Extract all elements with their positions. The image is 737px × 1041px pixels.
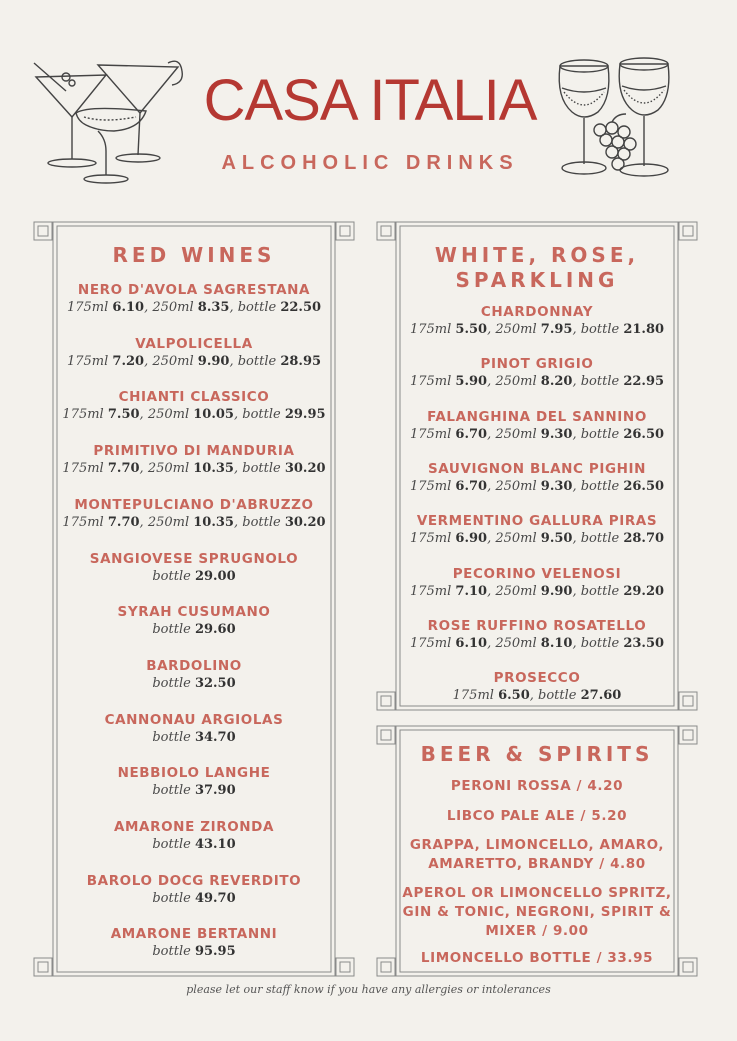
price-value: 30.20 <box>284 514 326 530</box>
red-wine-item <box>33 818 355 854</box>
red-wine-item-name: SYRAH CUSUMANO <box>117 604 271 621</box>
price-value: 6.50 <box>498 688 530 704</box>
price-size-label: 250ml <box>495 322 537 337</box>
price-value: 95.95 <box>194 944 236 960</box>
red-wine-item-name: NEBBIOLO LANGHE <box>117 765 271 782</box>
price-value: 7.10 <box>455 583 488 599</box>
price-value: 9.50 <box>540 531 573 547</box>
price-size-label: 250ml <box>495 583 537 599</box>
white-wine-item-name: PROSECCO <box>493 670 581 687</box>
price-value: 29.20 <box>623 583 665 599</box>
price-size-label: bottle <box>580 322 620 337</box>
price-value: 28.70 <box>623 531 665 547</box>
price-size-label: bottle <box>538 688 577 704</box>
price-size-label: 175ml <box>409 374 452 390</box>
red-wine-item-name: BAROLO DOCG REVERDITO <box>86 872 302 889</box>
red-wine-item <box>33 496 355 532</box>
white-wines-title-line1: WHITE, ROSE, <box>434 243 640 267</box>
price-value: 9.90 <box>540 583 573 599</box>
price-value: 26.50 <box>623 478 665 494</box>
price-value: 8.20 <box>540 374 573 390</box>
white-wine-item-name: SAUVIGNON BLANC PIGHIN <box>427 460 647 477</box>
menu-subtitle: ALCOHOLIC DRINKS <box>221 152 519 174</box>
price-size-label: bottle <box>580 635 620 651</box>
price-value: 7.70 <box>107 461 140 477</box>
red-wine-item-prices: 175ml 7.70, 250ml 10.35, bottle 30.20 <box>62 461 326 477</box>
price-size-label: 175ml <box>66 353 109 369</box>
red-wine-item-name: AMARONE ZIRONDA <box>113 819 275 835</box>
red-wine-item-prices: 175ml 6.10, 250ml 8.35, bottle 22.50 <box>66 300 322 315</box>
price-size-label: bottle <box>580 478 620 494</box>
white-wines-title-line2: SPARKLING <box>455 268 619 292</box>
white-wine-item <box>376 303 698 339</box>
price-size-label: 175ml <box>62 461 104 477</box>
price-value: 22.95 <box>623 374 665 390</box>
beer-spirits-title: BEER & SPIRITS <box>420 742 654 766</box>
red-wine-item-prices: 175ml 7.50, 250ml 10.05, bottle 29.95 <box>62 407 326 423</box>
white-wine-item-name: VERMENTINO GALLURA PIRAS <box>416 513 658 530</box>
red-wine-item-name: VALPOLICELLA <box>135 335 253 352</box>
price-value: 23.50 <box>623 635 665 651</box>
red-wines-panel <box>33 218 355 980</box>
white-wine-item <box>376 460 698 496</box>
price-size-label: bottle <box>580 426 620 442</box>
white-wine-item <box>376 355 698 391</box>
red-wine-item-name: PRIMITIVO DI MANDURIA <box>93 443 295 460</box>
red-wine-item <box>33 657 355 693</box>
red-wines-title: RED WINES <box>112 243 276 267</box>
red-wine-item-name: AMARONE BERTANNI <box>110 926 278 943</box>
price-value: 34.70 <box>194 729 236 745</box>
price-value: 6.10 <box>455 635 488 651</box>
beer-spirits-item-line: GIN & TONIC, NEGRONI, SPIRIT & <box>402 904 672 920</box>
price-size-label: bottle <box>152 675 191 691</box>
price-size-label: 175ml <box>409 531 452 547</box>
price-size-label: bottle <box>237 300 277 315</box>
red-wine-item <box>33 335 355 371</box>
price-value: 7.20 <box>112 353 145 369</box>
red-wine-item-name: MONTEPULCIANO D'ABRUZZO <box>74 496 314 513</box>
red-wine-item <box>33 872 355 908</box>
red-wine-item <box>33 764 355 800</box>
red-wine-item-prices <box>33 782 355 800</box>
price-value: 9.90 <box>197 353 230 369</box>
beer-spirits-item-line: AMARETTO, BRANDY / 4.80 <box>428 856 646 872</box>
price-value: 6.70 <box>455 478 488 494</box>
price-size-label: 175ml <box>409 478 452 494</box>
red-wine-item <box>33 550 355 586</box>
price-value: 7.70 <box>107 514 140 530</box>
white-wine-item-prices: 175ml 6.90, 250ml 9.50, bottle 28.70 <box>409 531 665 547</box>
white-wine-item-prices: 175ml 6.70, 250ml 9.30, bottle 26.50 <box>409 478 665 494</box>
red-wine-item-prices <box>33 621 355 639</box>
beer-spirits-item-line: GRAPPA, LIMONCELLO, AMARO, <box>409 837 665 853</box>
price-value: 27.60 <box>580 688 622 704</box>
price-size-label: bottle <box>237 353 277 369</box>
red-wine-item-name: BARDOLINO <box>146 657 242 674</box>
price-value: 29.95 <box>284 407 326 423</box>
price-value: 49.70 <box>194 890 236 906</box>
price-size-label: bottle <box>152 568 191 584</box>
beer-spirits-item <box>376 949 698 968</box>
price-value: 7.95 <box>540 322 573 337</box>
price-size-label: bottle <box>152 622 191 638</box>
red-wine-item-prices <box>33 890 355 908</box>
white-wine-item-prices: 175ml 5.50, 250ml 7.95, bottle 21.80 <box>409 322 665 337</box>
price-value: 9.30 <box>540 478 573 494</box>
red-wine-item-prices <box>33 729 355 747</box>
price-size-label: bottle <box>242 514 281 530</box>
white-wine-item <box>376 617 698 653</box>
price-size-label: 175ml <box>409 635 452 651</box>
price-value: 8.35 <box>197 300 230 315</box>
price-size-label: 250ml <box>147 407 190 423</box>
price-value: 9.30 <box>540 426 573 442</box>
price-size-label: 250ml <box>147 514 190 530</box>
red-wine-item <box>33 442 355 478</box>
white-wine-item-prices: 175ml 6.50, bottle 27.60 <box>452 688 622 704</box>
beer-spirits-item <box>376 807 698 826</box>
price-value: 32.50 <box>194 675 236 691</box>
red-wine-item-prices <box>33 568 355 586</box>
cocktail-glasses-icon <box>28 55 188 194</box>
price-value: 5.50 <box>455 322 488 337</box>
price-size-label: bottle <box>152 944 191 960</box>
white-wine-item-name: CHARDONNAY <box>480 304 594 320</box>
price-value: 10.35 <box>193 514 234 530</box>
beer-spirits-item <box>376 884 698 941</box>
price-size-label: bottle <box>580 583 620 599</box>
price-size-label: bottle <box>152 783 191 799</box>
price-value: 6.90 <box>455 531 488 547</box>
red-wine-item-name: NERO D'AVOLA SAGRESTANA <box>77 282 311 298</box>
price-value: 10.05 <box>193 407 234 423</box>
beer-spirits-item-line: LIBCO PALE ALE / 5.20 <box>446 808 628 824</box>
price-value: 28.95 <box>280 353 322 369</box>
price-value: 29.60 <box>194 622 236 638</box>
white-wine-item <box>376 408 698 444</box>
red-wine-item <box>33 711 355 747</box>
price-value: 22.50 <box>280 300 322 315</box>
allergy-note: please let our staff know if you have any allergies or intolerances <box>186 983 551 996</box>
white-wine-item-prices: 175ml 6.10, 250ml 8.10, bottle 23.50 <box>409 635 665 651</box>
beer-spirits-item <box>376 836 698 874</box>
price-size-label: 250ml <box>152 300 194 315</box>
price-size-label: 175ml <box>66 300 109 315</box>
red-wine-item-name: CHIANTI CLASSICO <box>118 389 270 406</box>
white-wines-panel <box>376 218 698 714</box>
white-wine-item-prices: 175ml 7.10, 250ml 9.90, bottle 29.20 <box>409 583 665 599</box>
price-size-label: 175ml <box>452 688 494 704</box>
beer-spirits-item <box>376 777 698 796</box>
red-wine-item-name: SANGIOVESE SPRUGNOLO <box>89 550 299 567</box>
price-size-label: bottle <box>242 461 281 477</box>
white-wine-item <box>376 512 698 548</box>
menu-title: CASA ITALIA <box>203 68 537 133</box>
price-size-label: 250ml <box>147 461 190 477</box>
price-value: 5.90 <box>455 374 488 390</box>
beer-spirits-item-line: LIMONCELLO BOTTLE / 33.95 <box>420 950 654 966</box>
white-wine-item-name: FALANGHINA DEL SANNINO <box>427 408 647 425</box>
white-wine-item-prices: 175ml 6.70, 250ml 9.30, bottle 26.50 <box>409 426 665 442</box>
red-wine-item-name: CANNONAU ARGIOLAS <box>104 711 284 728</box>
white-wine-item-prices: 175ml 5.90, 250ml 8.20, bottle 22.95 <box>409 374 665 390</box>
white-wine-item <box>376 669 698 705</box>
price-value: 6.70 <box>455 426 488 442</box>
beer-spirits-item-line: PERONI ROSSA / 4.20 <box>450 778 624 794</box>
price-size-label: bottle <box>152 729 191 745</box>
price-size-label: bottle <box>580 531 620 547</box>
price-size-label: 250ml <box>495 374 537 390</box>
price-size-label: 250ml <box>152 353 194 369</box>
white-wine-item <box>376 565 698 601</box>
price-size-label: bottle <box>580 374 620 390</box>
price-value: 7.50 <box>107 407 140 423</box>
price-value: 10.35 <box>193 461 234 477</box>
price-value: 29.00 <box>194 568 236 584</box>
price-size-label: 175ml <box>409 583 452 599</box>
white-wine-item-name: ROSE RUFFINO ROSATELLO <box>427 617 647 634</box>
red-wine-item-prices: 175ml 7.70, 250ml 10.35, bottle 30.20 <box>62 514 326 530</box>
red-wine-item <box>33 603 355 639</box>
price-size-label: bottle <box>152 837 191 852</box>
red-wine-item-prices <box>33 943 355 961</box>
red-wine-item <box>33 388 355 424</box>
red-wine-item-prices <box>33 836 355 854</box>
price-value: 37.90 <box>194 783 236 799</box>
price-size-label: 175ml <box>409 322 452 337</box>
price-value: 21.80 <box>623 322 665 337</box>
price-value: 30.20 <box>284 461 326 477</box>
price-size-label: 175ml <box>62 407 104 423</box>
price-value: 6.10 <box>112 300 145 315</box>
red-wine-item-prices: 175ml 7.20, 250ml 9.90, bottle 28.95 <box>66 353 322 369</box>
beer-spirits-panel <box>376 722 698 980</box>
price-size-label: 250ml <box>495 531 537 547</box>
beer-spirits-item-line: APEROL OR LIMONCELLO SPRITZ, <box>402 885 672 901</box>
price-value: 43.10 <box>194 837 236 852</box>
price-size-label: 250ml <box>495 635 537 651</box>
price-size-label: 175ml <box>409 426 452 442</box>
red-wine-item <box>33 281 355 317</box>
red-wine-item-prices <box>33 675 355 693</box>
price-size-label: bottle <box>152 890 191 906</box>
price-size-label: bottle <box>242 407 281 423</box>
wine-glasses-grapes-icon <box>550 52 690 196</box>
red-wine-item <box>33 925 355 961</box>
white-wine-item-name: PECORINO VELENOSI <box>452 565 622 582</box>
price-size-label: 175ml <box>62 514 104 530</box>
price-size-label: 250ml <box>495 478 537 494</box>
beer-spirits-item-line: MIXER / 9.00 <box>485 923 589 939</box>
price-value: 8.10 <box>540 635 573 651</box>
price-value: 26.50 <box>623 426 665 442</box>
white-wine-item-name: PINOT GRIGIO <box>480 356 594 373</box>
price-size-label: 250ml <box>495 426 537 442</box>
